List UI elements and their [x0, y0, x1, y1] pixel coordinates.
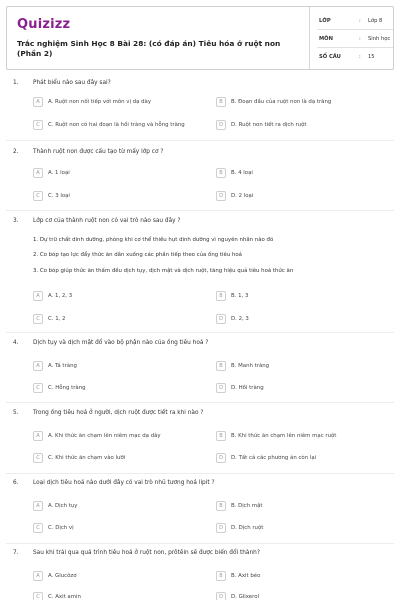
option-b[interactable]: [216, 167, 388, 179]
option-letter-box: C: [33, 191, 43, 201]
option-b[interactable]: [216, 290, 388, 302]
question-number: 5.: [13, 410, 19, 416]
question-separator: [6, 543, 394, 544]
option-text: A. 1 loại: [48, 170, 70, 176]
question-text: Trong ống tiêu hoá ở người, dịch ruột được tiết ra khi nào ?: [33, 410, 204, 416]
option-text: B. Dịch mật: [231, 503, 263, 509]
question-separator: [6, 332, 394, 333]
question-separator: [6, 473, 394, 474]
option-letter-box: C: [33, 453, 43, 463]
option-text: B. Axit béo: [231, 573, 261, 579]
option-c[interactable]: [33, 522, 205, 534]
option-a[interactable]: [33, 360, 205, 372]
option-text: B. 4 loại: [231, 170, 253, 176]
worksheet-title: Trắc nghiệm Sinh Học 8 Bài 28: (có đáp án) Tiêu hóa ở ruột non (Phần 2): [17, 39, 281, 58]
option-letter-box: D: [216, 383, 226, 393]
option-text: B. Đoạn đầu của ruột non là dạ tràng: [231, 99, 332, 105]
option-b[interactable]: [216, 500, 388, 512]
option-text: D. Hồi tràng: [231, 385, 264, 391]
question-text: Sau khi trải qua quá trình tiêu hoá ở ruột non, prôtêin sẽ được biến đổi thành?: [33, 550, 260, 556]
question-text: Phát biểu nào sau đây sai?: [33, 80, 111, 86]
option-a[interactable]: [33, 290, 205, 302]
option-letter-box: D: [216, 314, 226, 324]
option-a[interactable]: [33, 430, 205, 442]
question-separator: [6, 210, 394, 211]
option-text: D. Glixerol: [231, 594, 259, 600]
option-text: D. Dịch ruột: [231, 525, 264, 531]
option-letter-box: B: [216, 97, 226, 107]
option-c[interactable]: [33, 190, 205, 202]
meta-count-label: SỐ CÂU: [319, 54, 341, 60]
option-letter-box: C: [33, 383, 43, 393]
option-a[interactable]: [33, 167, 205, 179]
option-letter-box: C: [33, 314, 43, 324]
option-letter-box: B: [216, 501, 226, 511]
option-c[interactable]: [33, 119, 205, 131]
option-letter-box: A: [33, 168, 43, 178]
quizizz-logo: Quizizz: [17, 17, 71, 32]
option-text: C. Dịch vị: [48, 525, 74, 531]
option-text: A. Ruột non nối tiếp với môn vị dạ dày: [48, 99, 152, 105]
option-letter-box: A: [33, 361, 43, 371]
option-text: A. Dịch tụy: [48, 503, 78, 509]
option-d[interactable]: [216, 382, 388, 394]
option-c[interactable]: [33, 313, 205, 325]
option-text: A. Khi thức ăn chạm lên niêm mạc dạ dày: [48, 433, 161, 439]
option-b[interactable]: [216, 360, 388, 372]
option-a[interactable]: [33, 500, 205, 512]
question-statement: 1. Dự trữ chất dinh dưỡng, phòng khi cơ thể thiếu hụt dinh dưỡng vì nguyên nhân nào đó: [33, 237, 274, 243]
option-text: B. Khi thức ăn chạm lên niêm mạc ruột: [231, 433, 337, 439]
question-separator: [6, 402, 394, 403]
option-d[interactable]: [216, 452, 388, 464]
option-letter-box: A: [33, 97, 43, 107]
option-letter-box: B: [216, 571, 226, 581]
question-number: 2.: [13, 149, 19, 155]
option-letter-box: D: [216, 523, 226, 533]
question-text: Thành ruột non được cấu tạo từ mấy lớp cơ ?: [33, 149, 164, 155]
meta-class-value: Lớp 8: [368, 18, 383, 24]
question-text: Loại dịch tiêu hoá nào dưới đây có vai trò nhũ tương hoá lipit ?: [33, 480, 215, 486]
option-letter-box: D: [216, 592, 226, 600]
meta-class-label: LỚP: [319, 18, 331, 24]
option-a[interactable]: [33, 96, 205, 108]
option-letter-box: A: [33, 291, 43, 301]
worksheet-header: [6, 6, 394, 70]
option-text: C. Ruột non có hai đoạn là hồi tràng và hỗng tràng: [48, 122, 185, 128]
option-letter-box: C: [33, 592, 43, 600]
option-letter-box: B: [216, 291, 226, 301]
option-c[interactable]: [33, 452, 205, 464]
option-text: A. Tá tràng: [48, 363, 77, 369]
option-text: D. Tất cả các phương án còn lại: [231, 455, 317, 461]
meta-colon: :: [359, 54, 361, 60]
meta-separator: [317, 29, 393, 30]
option-c[interactable]: [33, 591, 205, 600]
option-d[interactable]: [216, 119, 388, 131]
option-c[interactable]: [33, 382, 205, 394]
option-d[interactable]: [216, 591, 388, 600]
option-letter-box: C: [33, 523, 43, 533]
option-text: D. 2, 3: [231, 316, 249, 322]
meta-count-value: 15: [368, 54, 375, 60]
option-d[interactable]: [216, 522, 388, 534]
header-divider: [309, 7, 310, 69]
question-number: 6.: [13, 480, 19, 486]
question-statement: 2. Co bóp tạo lực đẩy thức ăn dần xuống các phần tiếp theo của ống tiêu hoá: [33, 252, 242, 258]
question-number: 3.: [13, 218, 19, 224]
option-letter-box: B: [216, 431, 226, 441]
option-d[interactable]: [216, 313, 388, 325]
option-b[interactable]: [216, 570, 388, 582]
meta-colon: :: [359, 36, 361, 42]
option-text: C. Khi thức ăn chạm vào lưỡi: [48, 455, 126, 461]
option-letter-box: C: [33, 120, 43, 130]
option-letter-box: A: [33, 571, 43, 581]
option-text: C. 3 loại: [48, 193, 70, 199]
option-d[interactable]: [216, 190, 388, 202]
option-letter-box: D: [216, 191, 226, 201]
option-text: D. Ruột non tiết ra dịch ruột: [231, 122, 307, 128]
question-number: 7.: [13, 550, 19, 556]
option-letter-box: D: [216, 120, 226, 130]
question-number: 4.: [13, 340, 19, 346]
question-separator: [6, 140, 394, 141]
option-b[interactable]: [216, 430, 388, 442]
option-text: B. Manh tràng: [231, 363, 270, 369]
meta-subject-value: Sinh học: [368, 36, 391, 42]
option-text: D. 2 loại: [231, 193, 254, 199]
question-number: 1.: [13, 80, 19, 86]
option-text: C. 1, 2: [48, 316, 66, 322]
option-text: A. Glucôzơ: [48, 573, 77, 579]
option-letter-box: A: [33, 501, 43, 511]
question-text: Dịch tụy và dịch mật đổ vào bộ phận nào của ống tiêu hoá ?: [33, 340, 209, 346]
option-a[interactable]: [33, 570, 205, 582]
meta-colon: :: [359, 18, 361, 24]
option-text: C. Axit amin: [48, 594, 81, 600]
option-letter-box: A: [33, 431, 43, 441]
option-letter-box: D: [216, 453, 226, 463]
question-text: Lớp cơ của thành ruột non có vai trò nào sau đây ?: [33, 218, 181, 224]
meta-separator: [317, 47, 393, 48]
option-text: A. 1, 2, 3: [48, 293, 73, 299]
option-letter-box: B: [216, 168, 226, 178]
option-text: C. Hỗng tràng: [48, 385, 86, 391]
question-statement: 3. Co bóp giúp thức ăn thấm đều dịch tụy, dịch mật và dịch ruột, tăng hiệu quả tiêu hoá thức ăn: [33, 268, 294, 274]
meta-subject-label: MÔN: [319, 36, 333, 42]
option-b[interactable]: [216, 96, 388, 108]
option-text: B. 1, 3: [231, 293, 249, 299]
option-letter-box: B: [216, 361, 226, 371]
